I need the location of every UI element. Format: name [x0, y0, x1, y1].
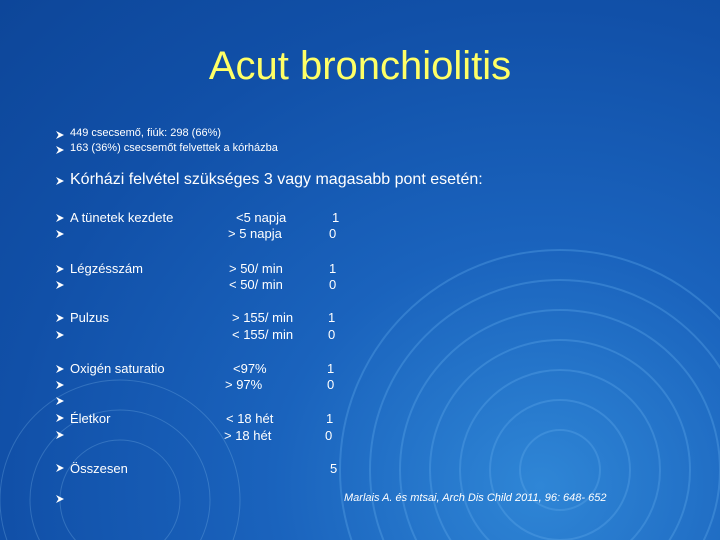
arrowhead-bullet-icon [55, 413, 65, 423]
arrowhead-bullet-icon [55, 130, 65, 140]
criterion-points: 0 [329, 226, 337, 241]
criterion-points: 1 [332, 210, 340, 225]
total-points: 5 [330, 461, 338, 476]
arrowhead-bullet-icon [55, 396, 65, 406]
slide-title: Acut bronchiolitis [208, 44, 512, 88]
criterion-points: 0 [327, 377, 335, 392]
arrowhead-bullet-icon [55, 364, 65, 374]
criterion-value: <5 napja [236, 210, 287, 225]
arrowhead-bullet-icon [55, 430, 65, 440]
criterion-points: 0 [328, 327, 336, 342]
criterion-value: > 5 napja [228, 226, 282, 241]
criterion-value: < 18 hét [226, 411, 274, 426]
arrowhead-bullet-icon [55, 330, 65, 340]
criterion-label: Pulzus [70, 310, 110, 325]
criterion-label: Életkor [70, 411, 111, 426]
total-label: Összesen [70, 461, 128, 476]
criterion-value: <97% [233, 361, 267, 376]
arrowhead-bullet-icon [55, 494, 65, 504]
criterion-points: 0 [325, 428, 333, 443]
intro-line: 449 csecsemő, fiúk: 298 (66%) [70, 127, 222, 139]
criterion-label: A tünetek kezdete [70, 210, 174, 225]
arrowhead-bullet-icon [55, 280, 65, 290]
criterion-value: < 155/ min [232, 327, 294, 342]
criterion-points: 1 [326, 411, 334, 426]
criterion-label: Légzésszám [70, 261, 143, 276]
arrowhead-bullet-icon [55, 213, 65, 223]
citation: Marlais A. és mtsai, Arch Dis Child 2011, 96: 648- 652 [344, 492, 607, 504]
criterion-points: 0 [329, 277, 337, 292]
criterion-value: < 50/ min [229, 277, 283, 292]
criterion-points: 1 [329, 261, 337, 276]
arrowhead-bullet-icon [55, 463, 65, 473]
arrowhead-bullet-icon [55, 380, 65, 390]
criterion-label: Oxigén saturatio [70, 361, 165, 376]
criterion-points: 1 [328, 310, 336, 325]
criterion-value: > 50/ min [229, 261, 283, 276]
admission-heading: Kórházi felvétel szükséges 3 vagy magasabb pont esetén: [70, 171, 483, 188]
arrowhead-bullet-icon [55, 264, 65, 274]
criterion-value: > 97% [225, 377, 263, 392]
criterion-points: 1 [327, 361, 335, 376]
intro-line: 163 (36%) csecsemőt felvettek a kórházba [70, 142, 278, 154]
criterion-value: > 18 hét [224, 428, 272, 443]
arrowhead-bullet-icon [55, 145, 65, 155]
arrowhead-bullet-icon [55, 229, 65, 239]
criterion-value: > 155/ min [232, 310, 294, 325]
arrowhead-bullet-icon [55, 176, 65, 186]
arrowhead-bullet-icon [55, 313, 65, 323]
